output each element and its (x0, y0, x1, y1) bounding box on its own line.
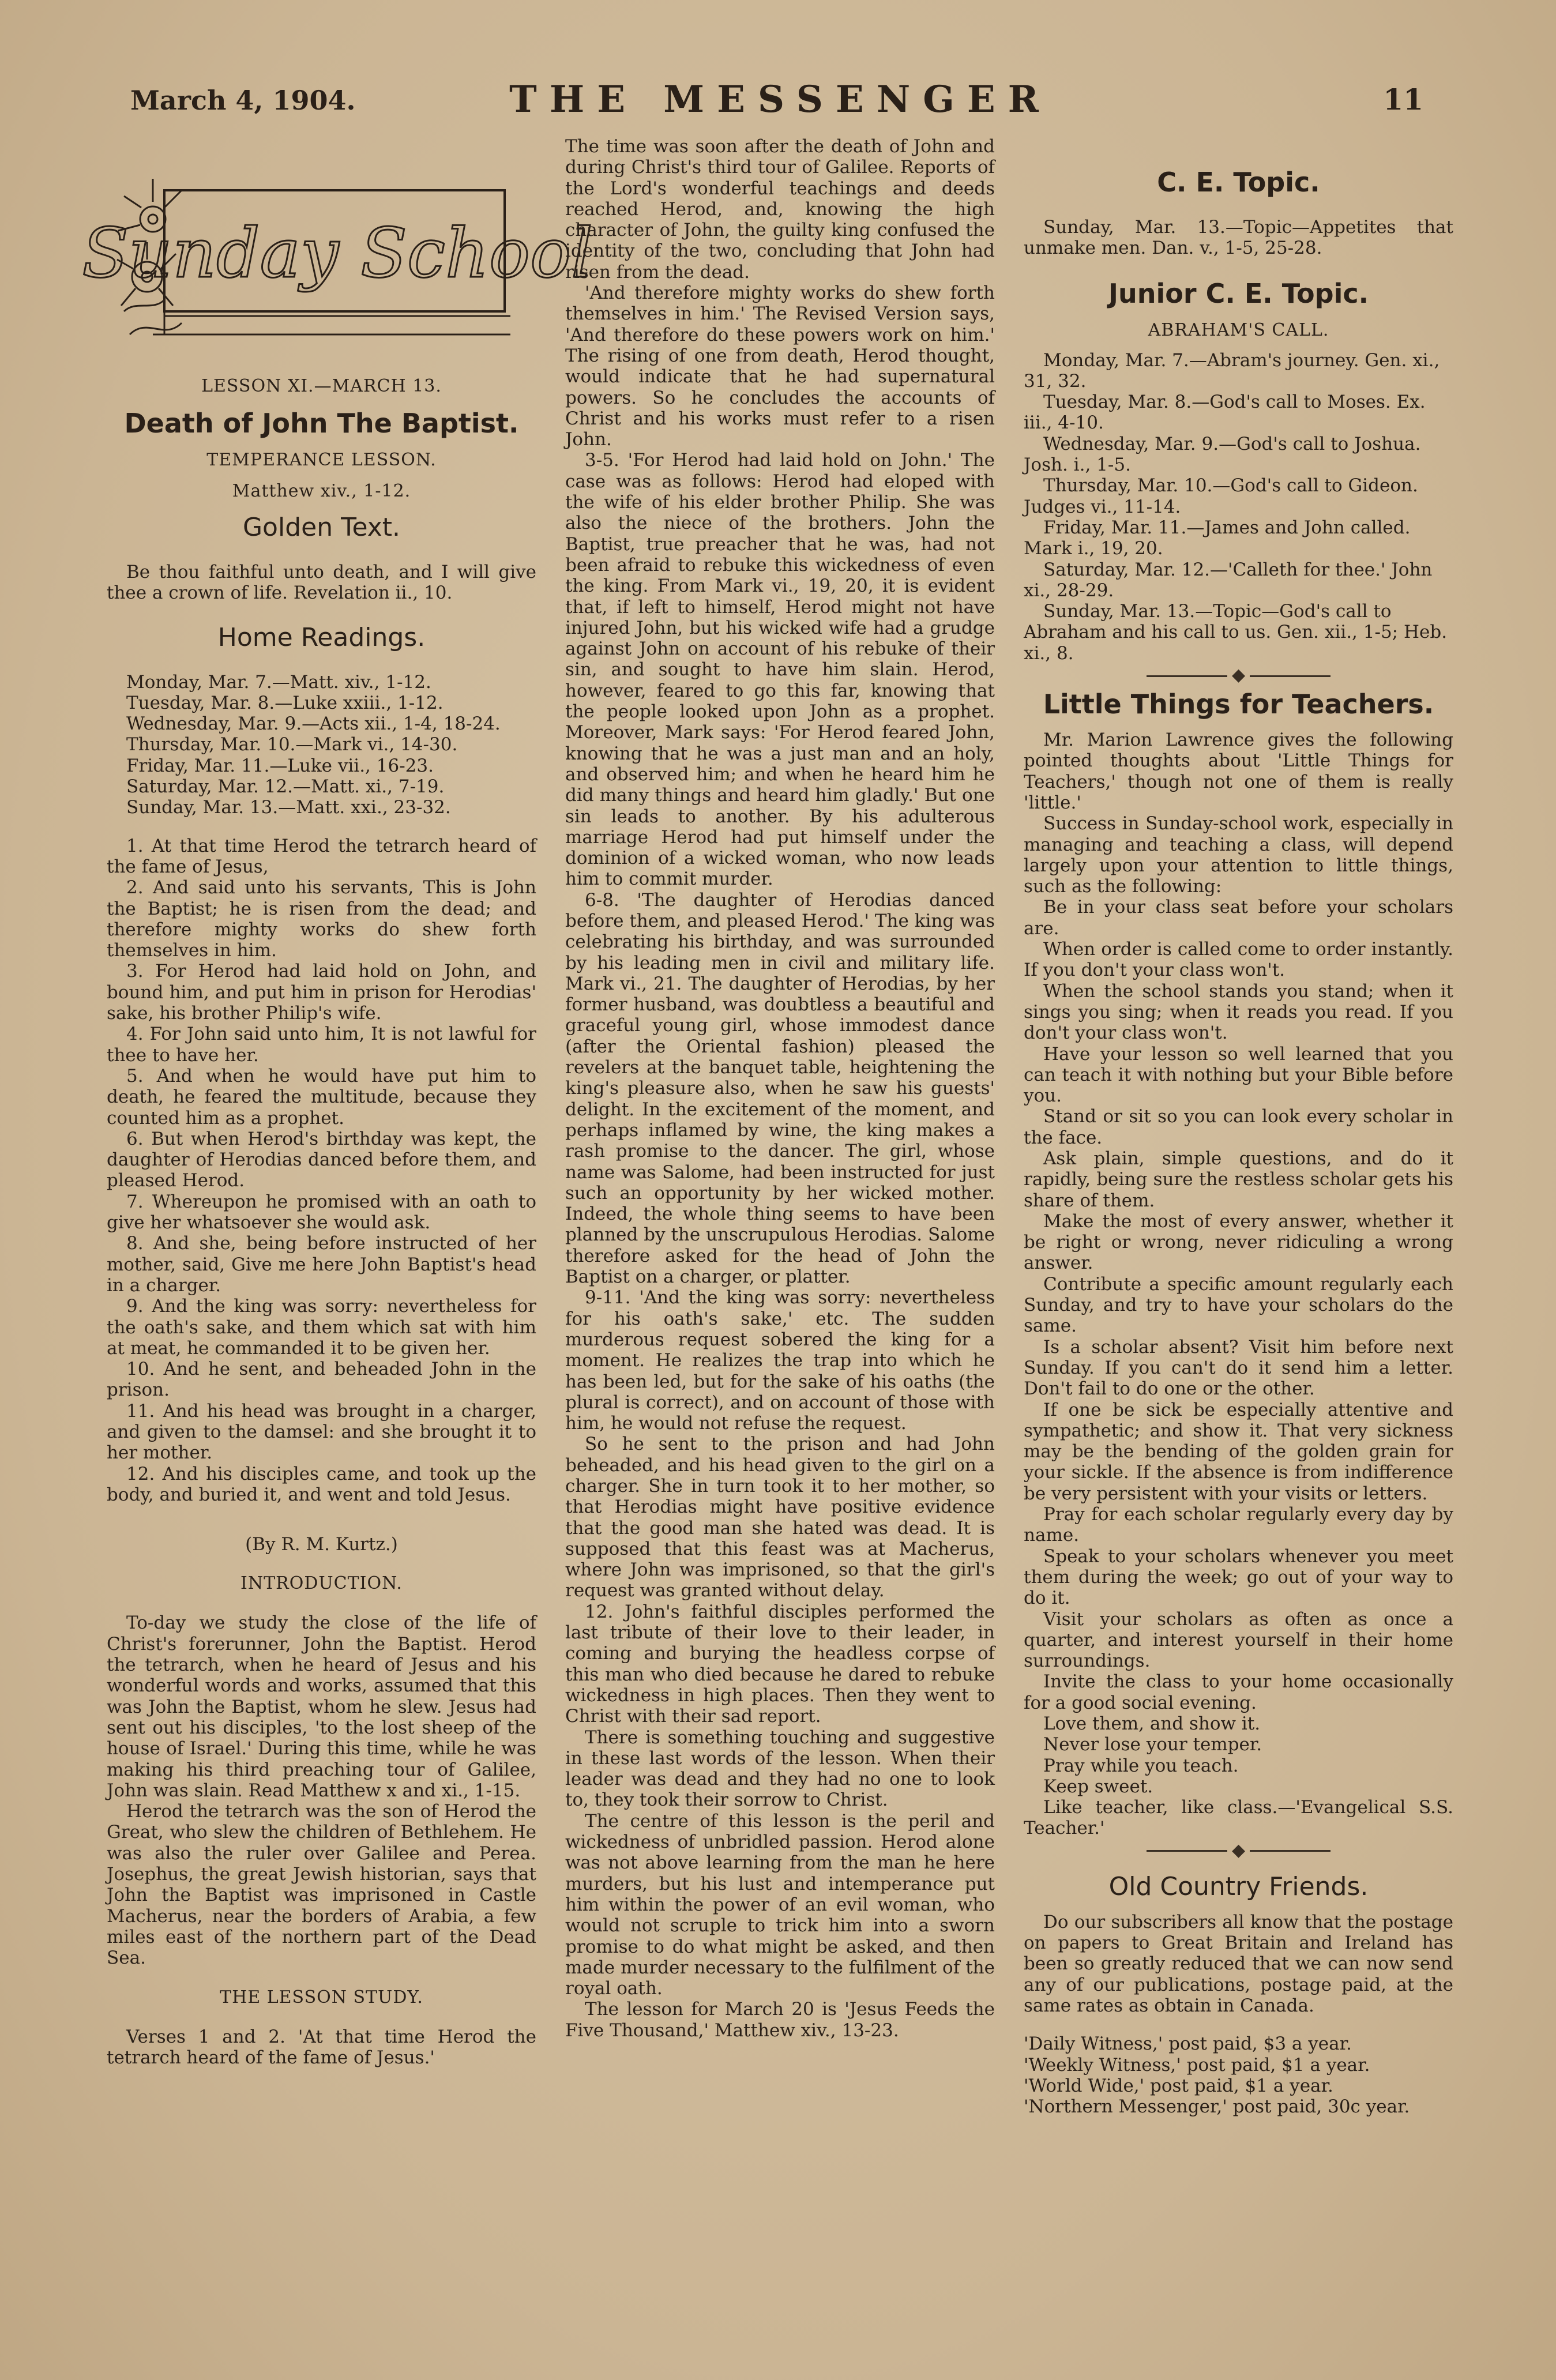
little-things-body (1024, 730, 1453, 1839)
paragraph: Keep sweet. (1043, 1776, 1153, 1797)
svg-text:Sunday School: Sunday School (82, 213, 593, 293)
verse: 4. For John said unto him, It is not lawful for thee to have her. (107, 1024, 536, 1066)
introduction-heading: INTRODUCTION. (240, 1573, 403, 1594)
paragraph: When order is called come to order instantly. If you don't your class won't. (1024, 939, 1453, 981)
lesson-study-paragraph: Verses 1 and 2. 'At that time Herod the tetrarch heard of the fame of Jesus.' (107, 2026, 536, 2068)
paragraph: Make the most of every answer, whether it be right or wrong, never ridiculing a wrong answer. (1024, 1210, 1453, 1274)
paragraph: Contribute a specific amount regularly each Sunday, and try to have your scholars do the same. (1024, 1273, 1453, 1337)
issue-date: March 4, 1904. (130, 85, 356, 116)
lesson-study-heading: THE LESSON STUDY. (220, 1987, 423, 2007)
verse: 3. For Herod had laid hold on John, and bound him, and put him in prison for Herodias' sake, his brother Philip's wife. (107, 961, 536, 1024)
newspaper-title: THE MESSENGER (509, 78, 1051, 121)
paragraph: Pray while you teach. (1043, 1755, 1239, 1776)
paragraph: Speak to your scholars whenever you meet them during the week; go out of your way to do it. (1024, 1546, 1453, 1609)
lesson-study-paragraph: The centre of this lesson is the peril and wickedness of unbridled passion. Herod alone was not above learning from the man he here murders, but his lust and intemperance put him within the power of an evil woman, who would not scruple to trick him into a sworn promise to do what might be asked, and then made murder necessary to the fulfilment of the royal oath. (565, 1810, 995, 1999)
home-readings-list (107, 672, 536, 818)
list-item: Wednesday, Mar. 9.—God's call to Joshua. Josh. i., 1-5. (1024, 433, 1421, 476)
lesson-study-paragraph: 9-11. 'And the king was sorry: nevertheless for his oath's sake,' etc. The sudden murderous request sobered the king for a moment. He realizes the trap into which he has been led, but for the sake of his oaths (the plural is correct), and on account of those with him, he would not refuse the request. (565, 1287, 995, 1434)
verse: 6. But when Herod's birthday was kept, the daughter of Herodias danced before them, and pleased Herod. (107, 1128, 536, 1191)
section-divider: ◆ (1024, 664, 1453, 687)
golden-text-heading: Golden Text. (242, 513, 401, 542)
paragraph: When the school stands you stand; when it sings you sing; when it reads you read. If you don't your class won't. (1024, 980, 1453, 1044)
paragraph: Never lose your temper. (1043, 1734, 1262, 1755)
old-country-heading: Old Country Friends. (1108, 1871, 1369, 1901)
column-2 (565, 136, 995, 2041)
paragraph: Mr. Marion Lawrence gives the following pointed thoughts about 'Little Things for Teachers,' though not one of them is really 'little.' (1024, 730, 1453, 813)
ce-topic-heading: C. E. Topic. (1157, 167, 1320, 198)
junior-ce-subheading: ABRAHAM'S CALL. (1148, 319, 1329, 340)
list-item: Sunday, Mar. 13.—Topic—God's call to Abraham and his call to us. Gen. xii., 1-5; Heb. xi., 8. (1024, 601, 1448, 664)
verse: 1. At that time Herod the tetrarch heard of the fame of Jesus, (107, 835, 536, 877)
list-item: Monday, Mar. 7.—Abram's journey. Gen. xi., 31, 32. (1024, 349, 1440, 392)
paragraph: Success in Sunday-school work, especially in managing and teaching a class, will depend largely upon your attention to little things, such as the following: (1024, 813, 1453, 897)
paragraph: Pray for each scholar regularly every day by name. (1024, 1504, 1453, 1546)
list-item: Tuesday, Mar. 8.—God's call to Moses. Ex. iii., 4-10. (1024, 392, 1426, 434)
list-item: Tuesday, Mar. 8.—Luke xxiii., 1-12. (126, 692, 444, 713)
list-item: Saturday, Mar. 12.—'Calleth for thee.' John xi., 28-29. (1024, 559, 1433, 601)
list-item: 'World Wide,' post paid, $1 a year. (1024, 2075, 1333, 2096)
section-divider: ◆ (1024, 1839, 1453, 1862)
lesson-study-paragraph: 3-5. 'For Herod had laid hold on John.' The case was as follows: Herod had eloped with the wife of his elder brother Philip. She was also the niece of the brothers. John the Baptist, true preacher that he was, had not been afraid to rebuke this wickedness of even the king. From Mark vi., 19, 20, it is evident that, if left to himself, Herod might not have injured John, but his wicked wife had a grudge against John on account of his rebuke of their sin, and sought to have him slain. Herod, however, feared to go this far, knowing that the people looked upon John as a prophet. Moreover, Mark says: 'For Herod feared John, knowing that he was a just man and an holy, and observed him; and when he heard him he did many things and heard him gladly.' But one sin leads to another. By his adulterous marriage Herod had put himself under the dominion of a wicked woman, who now leads him to commit murder. (565, 450, 995, 890)
paragraph: Stand or sit so you can look every scholar in the face. (1024, 1106, 1453, 1148)
list-item: Friday, Mar. 11.—James and John called. Mark i., 19, 20. (1024, 517, 1411, 559)
lesson-study-paragraph: 'And therefore mighty works do shew forth themselves in him.' The Revised Version says, 'And therefore do these powers work on him.' The rising of one from death, Herod thought, would indicate that he had supernatural powers. So he concludes the accounts of Christ and his works must refer to a risen John. (565, 283, 995, 450)
masthead (103, 78, 1458, 141)
lesson-study-paragraph: So he sent to the prison and had John beheaded, and his head given to the girl on a charger. She in turn took it to her mother, so that Herodias might have positive evidence that the good man she hated was dead. It is supposed that this feast was at Macherus, where John was imprisoned, so that the girl's request was granted without delay. (565, 1434, 995, 1601)
verse: 10. And he sent, and beheaded John in the prison. (107, 1359, 536, 1401)
junior-ce-heading: Junior C. E. Topic. (1108, 277, 1369, 309)
column-3 (1024, 136, 1453, 2117)
list-item: 'Daily Witness,' post paid, $3 a year. (1024, 2033, 1352, 2055)
introduction-paragraph: Herod the tetrarch was the son of Herod the Great, who slew the children of Bethlehem. He was also the ruler over Galilee and Perea. Josephus, the great Jewish historian, says that John the Baptist was imprisoned in Castle Macherus, near the borders of Arabia, a few miles east of the northern part of the Dead Sea. (107, 1801, 536, 1969)
sunday-school-logo (82, 167, 593, 363)
paragraph: If one be sick be especially attentive and sympathetic; and show it. That very sickness may be the bending of the golden grain for your sickle. If the absence is from indifference be very persistent with your visits or letters. (1024, 1399, 1453, 1504)
home-readings-heading: Home Readings. (217, 622, 426, 652)
lesson-title: Death of John The Baptist. (124, 408, 519, 439)
verse: 7. Whereupon he promised with an oath to give her whatsoever she would ask. (107, 1191, 536, 1234)
list-item: Saturday, Mar. 12.—Matt. xi., 7-19. (126, 776, 445, 798)
paragraph: Invite the class to your home occasionally for a good social evening. (1024, 1671, 1453, 1713)
paragraph: Visit your scholars as often as once a quarter, and interest yourself in their home surroundings. (1024, 1608, 1453, 1672)
page-number: 11 (1383, 82, 1423, 116)
little-things-heading: Little Things for Teachers. (1043, 689, 1434, 720)
paragraph: Like teacher, like class.—'Evangelical S.S. Teacher.' (1024, 1797, 1453, 1839)
next-lesson-note: The lesson for March 20 is 'Jesus Feeds the Five Thousand,' Matthew xiv., 13-23. (565, 1999, 995, 2041)
temperance-label: TEMPERANCE LESSON. (206, 450, 437, 470)
lesson-study-paragraph: 12. John's faithful disciples performed the last tribute of their love to their leader, in coming and burying the headless corpse of this man who died because he dared to rebuke wickedness in high places. Then they went to Christ with their sad report. (565, 1601, 995, 1727)
paragraph: Ask plain, simple questions, and do it rapidly, being sure the restless scholar gets his share of them. (1024, 1148, 1453, 1211)
lesson-label: LESSON XI.—MARCH 13. (201, 376, 442, 396)
old-country-text: Do our subscribers all know that the postage on papers to Great Britain and Ireland has been so greatly reduced that we can now send any of our publications, postage paid, at the same rates as obtain in Canada. (1024, 1911, 1453, 2016)
verse: 5. And when he would have put him to death, he feared the multitude, because they counted him as a prophet. (107, 1065, 536, 1129)
list-item: Sunday, Mar. 13.—Matt. xxi., 23-32. (126, 797, 451, 818)
lesson-study-paragraph: 6-8. 'The daughter of Herodias danced before them, and pleased Herod.' The king was celebrating his birthday, and was surrounded by his leading men in civil and military life. Mark vi., 21. The daughter of Herodias, by her former husband, was doubtless a beautiful and graceful young girl, whose immodest dance (after the Oriental fashion) pleased the revelers at the banquet table, heightening the king's pleasure also, when he saw his guests' delight. In the excitement of the moment, and perhaps inflamed by wine, the king makes a rash promise to the dancer. The girl, whose name was Salome, had been instructed for just such an opportunity by her wicked mother. Indeed, the whole thing seems to have been planned by the unscrupulous Herodias. Salome therefore asked for the head of John the Baptist on a charger, or platter. (565, 889, 995, 1288)
list-item: Thursday, Mar. 10.—Mark vi., 14-30. (126, 734, 458, 755)
verse: 2. And said unto his servants, This is John the Baptist; he is risen from the dead; and therefore mighty works do shew forth themselves in him. (107, 877, 536, 961)
lesson-verses (107, 836, 536, 1506)
paragraph: Is a scholar absent? Visit him before next Sunday. If you can't do it send him a letter. Don't fail to do one or the other. (1024, 1336, 1453, 1400)
subscription-prices (1024, 2033, 1453, 2117)
lesson-study-paragraph: The time was soon after the death of John and during Christ's third tour of Galilee. Reports of the Lord's wonderful teachings and deeds reached Herod, and, knowing the high character of John, the guilty king confused the identity of the two, concluding that John had risen from the dead. (565, 136, 995, 283)
paragraph: Have your lesson so well learned that you can teach it with nothing but your Bible before you. (1024, 1043, 1453, 1107)
junior-ce-list (1024, 350, 1453, 664)
paragraph: Be in your class seat before your scholars are. (1024, 897, 1453, 939)
paragraph: Love them, and show it. (1043, 1713, 1261, 1734)
sunday-school-logo-icon (82, 167, 593, 363)
list-item: 'Northern Messenger,' post paid, 30c year. (1024, 2096, 1410, 2118)
lesson-study-paragraph: There is something touching and suggestive in these last words of the lesson. When their leader was dead and they had no one to look to, they took their sorrow to Christ. (565, 1727, 995, 1811)
introduction-paragraph: To-day we study the close of the life of Christ's forerunner, John the Baptist. Herod the tetrarch, when he heard of Jesus and his wonderful words and works, assumed that this was John the Baptist, whom he slew. Jesus had sent out his disciples, 'to the lost sheep of the house of Israel.' During this time, while he was making his third preaching tour of Galilee, John was slain. Read Matthew x and xi., 1-15. (107, 1612, 536, 1801)
verse: 9. And the king was sorry: nevertheless for the oath's sake, and them which sat with him at meat, he commanded it to be given her. (107, 1296, 536, 1359)
list-item: 'Weekly Witness,' post paid, $1 a year. (1024, 2054, 1370, 2076)
scripture-reference: Matthew xiv., 1-12. (232, 481, 411, 501)
column-1 (82, 138, 593, 2068)
verse: 11. And his head was brought in a charger, and given to the damsel: and she brought it to her mother. (107, 1400, 536, 1464)
ce-topic-text: Sunday, Mar. 13.—Topic—Appetites that unmake men. Dan. v., 1-5, 25-28. (1024, 217, 1453, 259)
verse: 12. And his disciples came, and took up the body, and buried it, and went and told Jesus. (107, 1463, 536, 1505)
list-item: Friday, Mar. 11.—Luke vii., 16-23. (126, 755, 434, 776)
byline: (By R. M. Kurtz.) (245, 1534, 398, 1555)
list-item: Monday, Mar. 7.—Matt. xiv., 1-12. (126, 671, 431, 693)
verse: 8. And she, being before instructed of her mother, said, Give me here John Baptist's head in a charger. (107, 1233, 536, 1296)
list-item: Thursday, Mar. 10.—God's call to Gideon. Judges vi., 11-14. (1024, 475, 1418, 517)
golden-text: Be thou faithful unto death, and I will give thee a crown of life. Revelation ii., 10. (107, 562, 536, 604)
list-item: Wednesday, Mar. 9.—Acts xii., 1-4, 18-24. (126, 713, 501, 735)
